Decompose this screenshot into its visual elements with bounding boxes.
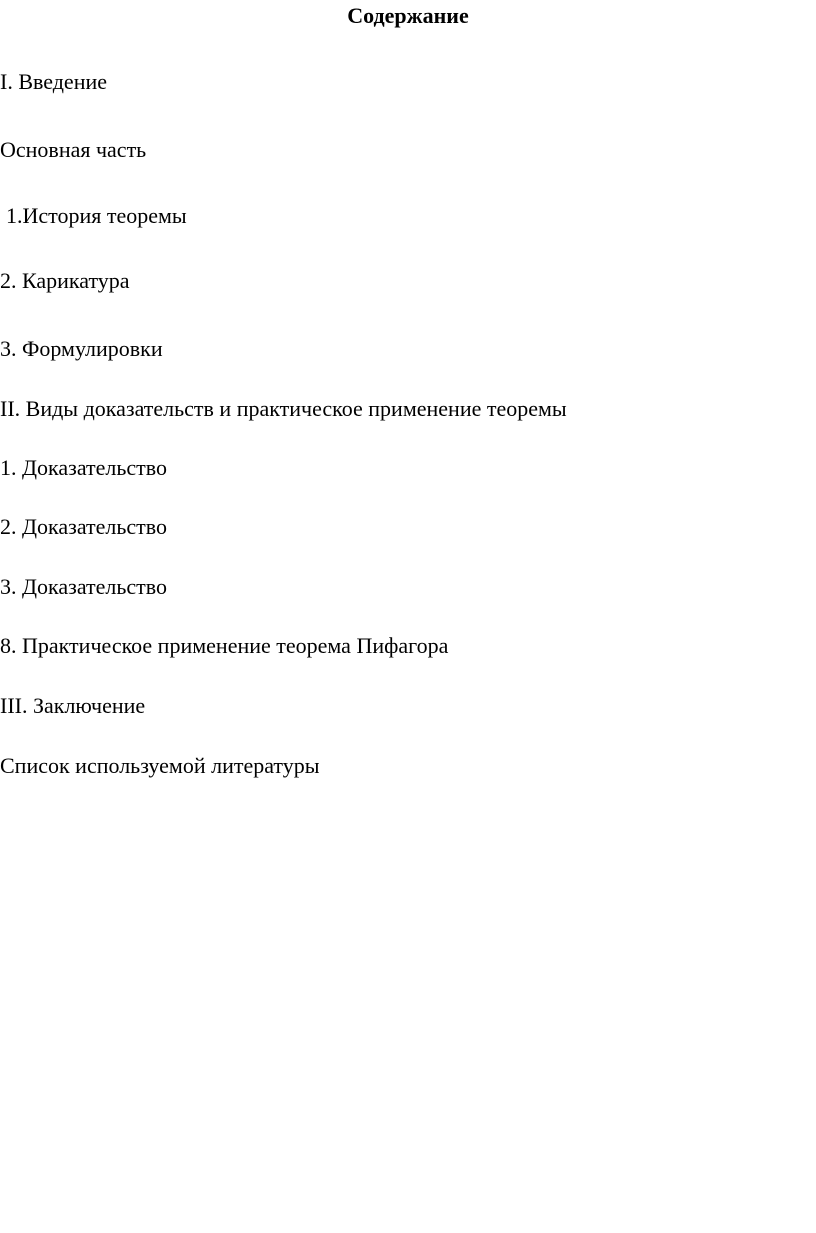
toc-entry-caricature: 2. Карикатура (0, 268, 130, 293)
toc-entry-proof-types: II. Виды доказательств и практическое применение теоремы (0, 396, 567, 421)
toc-entry-proof-3: 3. Доказательство (0, 574, 168, 599)
toc-entry-proof-2: 2. Доказательство (0, 514, 168, 539)
toc-entry-formulations: 3. Формулировки (0, 336, 163, 361)
toc-entry-proof-1: 1. Доказательство (0, 455, 168, 480)
toc-entry-practical-application: 8. Практическое применение теорема Пифагора (0, 633, 449, 658)
toc-entry-references: Список используемой литературы (0, 753, 320, 778)
toc-entry-main-part: Основная часть (0, 137, 147, 162)
toc-entry-conclusion: III. Заключение (0, 693, 146, 718)
toc-entry-introduction: I. Введение (0, 69, 108, 94)
toc-entry-theorem-history: 1.История теоремы (6, 203, 187, 228)
document-title: Содержание (347, 3, 469, 28)
